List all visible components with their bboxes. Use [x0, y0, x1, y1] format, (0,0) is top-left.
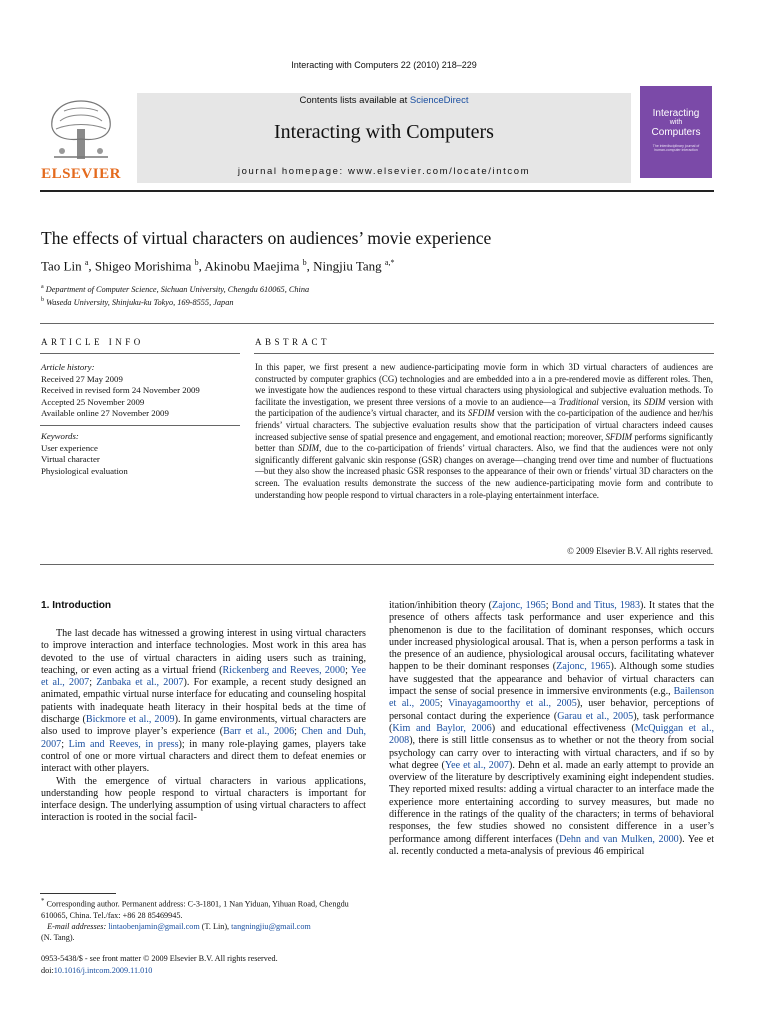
journal-banner	[137, 93, 631, 183]
affiliation-text: Department of Computer Science, Sichuan University, Chengdu 610065, China	[45, 284, 310, 294]
tree-icon	[40, 95, 122, 163]
abstract-segment: version with the participation of the audience’s virtual character, and its	[255, 396, 714, 419]
article-history-label: Article history:	[41, 362, 95, 372]
author-name: Ningjiu Tang	[313, 258, 382, 274]
author-affil-mark: b	[302, 258, 307, 267]
abstract-segment: , due to the co-participation of friends’ virtual characters. Also, we find that the audiences were not only significantly different galvanic skin response (GSR) changes on average—changing trend over time and number of fluctuations—but they also show the increased phasic GSR responses to the appearance of their own or friends’ virtual 3D characters on the screen. The evaluation results demonstrate the success of the new audience-participating movie form and contribute to understanding how people respond to virtual characters in a role-playing entertainment interface.	[255, 443, 713, 500]
affiliation-mark: a	[41, 284, 44, 290]
keyword: Physiological evaluation	[41, 465, 128, 476]
text-run: ). It states that the presence of others affects task performance and user experience and this phenomenon is due to the facilitation of dominant responses, which occurs under increased physiological arousal. That is, when a person performs a task in the presence of an audience, physiological arousal occurs, facilitating whatever happen to be their dominant responses (	[389, 600, 715, 673]
body-column-right	[389, 600, 714, 858]
cover-title-line: with	[669, 119, 683, 126]
abstract-text	[255, 362, 713, 501]
text-run: ;	[345, 664, 351, 676]
citation-link[interactable]: Bailenson et al., 2005	[389, 686, 714, 710]
body-column-left	[41, 628, 366, 825]
footnote-text: Corresponding author. Permanent address: C-3-1801, 1 Nan Yiduan, Yihuan Road, Chengdu 610065, China. Tel./fax: +86 28 85469945.	[41, 899, 349, 920]
email-label: E-mail addresses:	[47, 921, 107, 931]
text-run: ;	[89, 677, 97, 689]
text-run: ). Dehn et al. made an early attempt to provide an overview of the literature by descriptively examining eight independent studies. They reported mixed results: adding a virtual character to an interface made the experience more entertaining according to survey measures, but made no difference in the ratings of the quality of the characters; in terms of behavioral responses, the few studies showed no consistent difference in a user’s performance among different interfaces (	[389, 759, 714, 845]
keywords	[41, 431, 241, 477]
keyword: User experience	[41, 442, 98, 453]
text-run: ), there is still little consensus as to whether or not the theory from social psychology can carry over to interacting with virtual characters, and if so by what degree (	[389, 735, 714, 771]
affiliation-mark: b	[41, 297, 44, 304]
citation-link[interactable]: Zajonc, 1965	[556, 661, 611, 673]
issn-line: 0953-5438/$ - see front matter © 2009 Elsevier B.V. All rights reserved.	[41, 954, 278, 963]
text-run: ;	[439, 698, 449, 710]
doi-line	[41, 965, 366, 977]
history-item: Received 27 May 2009	[41, 373, 123, 384]
contents-line	[137, 95, 631, 106]
section-rule	[40, 564, 714, 565]
elsevier-wordmark: ELSEVIER	[41, 166, 121, 182]
text-run: ). Although some studies have suggested that the appearance and behavior of virtual characters can impact the sense of social presence in immersive environments (e.g.,	[389, 661, 714, 698]
history-item: Available online 27 November 2009	[41, 408, 169, 418]
text-run: ), task performance (	[389, 710, 714, 734]
abstract-segment: version, its	[598, 396, 645, 407]
email-owner: (T. Lin),	[199, 921, 232, 931]
abstract-segment: version with the co-participation of the audience and her/his friends’ virtual characters. The subjective evaluation results show that the participation of virtual characters indeed causes increased subjective sense of spatial presence and engagement, and emotional reaction; moreover,	[255, 408, 714, 442]
citation-link[interactable]: Vinayagamoorthy et al., 2005	[448, 698, 577, 710]
text-run: The last decade has witnessed a growing interest in using virtual characters to improve interaction and interface technologies. Most work in this area has devoted to the use of virtual characters in aiding users such as training, teaching, or even acting as a virtual friend (	[41, 628, 366, 676]
text-run: itation/inhibition theory (	[389, 600, 493, 611]
author-affil-mark: a	[84, 258, 89, 267]
abstract-emph: SFDIM	[605, 431, 633, 442]
author-name: Tao Lin	[41, 258, 82, 274]
citation-link[interactable]: Yee et al., 2007	[444, 759, 509, 771]
page-footer	[41, 953, 366, 977]
history-item: Received in revised form 24 November 2009	[41, 385, 200, 395]
text-run: ;	[294, 726, 302, 738]
text-run: ). In game environments, virtual characters are also used to improve player’s experience (	[41, 714, 366, 738]
citation-link[interactable]: Barr et al., 2006	[223, 726, 295, 738]
citation-link[interactable]: Rickenberg and Reeves, 2000	[222, 664, 346, 676]
footnote-mark: *	[41, 898, 45, 905]
text-run: ;	[545, 600, 552, 611]
abstract-emph: Traditional	[558, 396, 599, 407]
sciencedirect-link[interactable]: ScienceDirect	[409, 95, 469, 106]
email-link[interactable]: tangningjiu@gmail.com	[231, 921, 311, 931]
cover-title	[640, 108, 712, 138]
citation-link[interactable]: Lim and Reeves, in press	[68, 738, 179, 750]
text-run: ). Yee et al. recently conducted a meta-analysis of previous 46 empirical	[389, 833, 714, 857]
footnote-emails	[41, 921, 366, 943]
abstract-emph: SFDIM	[467, 408, 495, 419]
abstract-segment: performs significantly better than	[255, 431, 713, 454]
journal-reference: Interacting with Computers 22 (2010) 218–229	[291, 60, 477, 70]
abstract-emph: SDIM	[297, 443, 320, 454]
citation-link[interactable]: Zanbaka et al., 2007	[96, 677, 184, 689]
footnote-rule	[40, 893, 116, 894]
citation-link[interactable]: Chen and Duh, 2007	[41, 726, 367, 750]
article-info-heading: ARTICLE INFO	[41, 337, 144, 347]
paragraph	[41, 628, 366, 776]
citation-link[interactable]: Garau et al., 2005	[557, 710, 634, 722]
affiliation	[41, 282, 309, 295]
article-history	[41, 362, 241, 420]
citation-link[interactable]: Bickmore et al., 2009	[85, 714, 175, 726]
author-name: Shigeo Morishima	[94, 258, 192, 274]
citation-link[interactable]: Kim and Baylor, 2006	[392, 722, 492, 734]
article-title: The effects of virtual characters on audiences’ movie experience	[41, 228, 492, 248]
cover-subtitle: The interdisciplinary journal of human-computer interaction	[652, 144, 700, 152]
history-item: Accepted 25 November 2009	[41, 396, 145, 407]
citation-link[interactable]: Bond and Titus, 1983	[551, 600, 641, 611]
citation-link[interactable]: Dehn and van Mulken, 2000	[559, 833, 679, 845]
journal-homepage[interactable]: journal homepage: www.elsevier.com/locate/intcom	[237, 166, 531, 177]
author-name: Akinobu Maejima	[204, 258, 300, 274]
abstract-copyright: © 2009 Elsevier B.V. All rights reserved.	[567, 546, 713, 556]
abstract-emph: SDIM	[644, 396, 666, 407]
section-heading: 1. Introduction	[41, 600, 112, 611]
author-list: Tao Lin $^a$, Shigeo Morishima $^b$, Akinobu Maejima $^b$, Ningjiu Tang $^{a,*}$	[41, 258, 395, 274]
citation-link[interactable]: McQuiggan et al., 2008	[389, 722, 714, 747]
email-owner: (N. Tang).	[41, 932, 75, 942]
journal-cover-image	[640, 86, 712, 178]
keywords-label: Keywords:	[41, 431, 79, 441]
keyword: Virtual character	[41, 454, 100, 464]
affiliation	[41, 295, 309, 308]
article-info-rule	[40, 353, 240, 354]
footnote-corresponding	[41, 896, 366, 921]
elsevier-logo	[40, 95, 122, 183]
email-link[interactable]: lintaobenjamin@gmail.com	[108, 921, 200, 931]
abstract-segment: In this paper, we first present a new audience-participating movie form in which 3D virtual characters of audiences are constructed by computer graphics (CG) technologies and are embedded into a in a pre-rendered movie as different roles. Then, we investigate how the audiences respond to these virtual characters using physiological and subjective evaluation methods. To facilitate the investigation, we present three versions of a movie to an audience—a	[255, 362, 713, 407]
contents-prefix: Contents lists available at	[299, 95, 410, 106]
text-run: ); in many role-playing games, players take control of one or more virtual characters and direct them to defeat enemies or interact with other players.	[41, 738, 367, 775]
text-run: ) and educational effectiveness (	[491, 722, 635, 734]
header-rule	[40, 190, 714, 192]
affiliations	[41, 282, 309, 309]
author-affil-mark: b	[194, 258, 199, 267]
paragraph	[389, 600, 714, 858]
journal-title: Interacting with Computers	[274, 121, 494, 143]
section-rule	[40, 323, 714, 324]
text-run: ), user behavior, perceptions of personal contact during the experience (	[389, 698, 714, 722]
keywords-rule	[40, 425, 240, 426]
cover-title-line: Interacting	[652, 108, 700, 119]
citation-link[interactable]: Zajonc, 1965	[492, 600, 546, 611]
text-run: ;	[61, 738, 69, 750]
doi-label: doi:	[41, 966, 54, 975]
cover-title-line: Computers	[651, 127, 701, 138]
text-run: ). For example, a recent study designed an animated, empathic virtual nurse interface for educating and counseling hospital patients with inadequate heath literacy in their hospital beds at the time of discharge (	[41, 677, 367, 726]
abstract-rule	[254, 353, 714, 354]
footnote	[41, 896, 366, 943]
affiliation-text: Waseda University, Shinjuku-ku Tokyo, 169-8555, Japan	[46, 298, 234, 308]
abstract-heading: ABSTRACT	[255, 337, 331, 347]
paragraph: With the emergence of virtual characters in various applications, understanding how people respond to virtual characters is important for interface design. The underlying assumption of using virtual characters to affect interaction is rooted in the social facil-	[41, 775, 366, 824]
doi-link[interactable]: 10.1016/j.intcom.2009.11.010	[53, 966, 153, 975]
author-affil-mark: a,*	[384, 258, 395, 267]
citation-link[interactable]: Yee et al., 2007	[41, 664, 366, 689]
